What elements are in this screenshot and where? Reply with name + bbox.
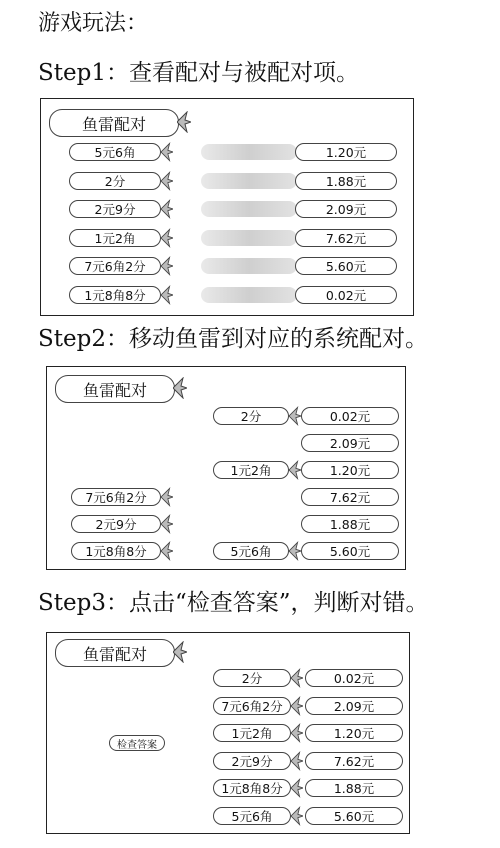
torpedo-fin-icon [161, 171, 173, 191]
panel-title-label: 鱼雷配对 [82, 380, 147, 400]
matched-torpedo-label: 2分 [240, 409, 262, 424]
target-slot [301, 461, 399, 479]
torpedo-track [201, 144, 297, 160]
torpedo-item-label: 2元9分 [95, 517, 137, 532]
torpedo-item[interactable] [69, 200, 161, 218]
torpedo-fin-icon [289, 406, 301, 426]
torpedo-item[interactable] [71, 515, 161, 533]
torpedo-fin-icon [291, 751, 303, 771]
target-slot [305, 724, 403, 742]
torpedo-track [201, 173, 297, 189]
torpedo-item[interactable] [69, 143, 161, 161]
matched-torpedo[interactable] [213, 752, 291, 770]
torpedo-track [201, 258, 297, 274]
matched-torpedo[interactable] [213, 807, 291, 825]
target-slot-label: 7.62元 [325, 230, 367, 246]
target-slot-label: 1.88元 [329, 517, 371, 532]
torpedo-fin-icon [177, 111, 191, 133]
check-answer-label: 检查答案 [117, 739, 157, 751]
target-slot-label: 1.88元 [325, 173, 367, 189]
matched-torpedo[interactable] [213, 669, 291, 687]
torpedo-item-label: 2元9分 [94, 202, 136, 217]
target-slot [305, 779, 403, 797]
matched-torpedo[interactable] [213, 461, 289, 479]
torpedo-fin-icon [291, 806, 303, 826]
target-slot-label: 7.62元 [333, 753, 375, 769]
target-slot-label: 2.09元 [329, 436, 371, 451]
matched-torpedo[interactable] [213, 697, 291, 715]
torpedo-fin-icon [173, 641, 187, 663]
target-slot [295, 143, 397, 161]
target-slot [295, 172, 397, 190]
target-slot-label: 0.02元 [333, 671, 375, 686]
torpedo-fin-icon [161, 256, 173, 276]
matched-torpedo[interactable] [213, 724, 291, 742]
matched-torpedo-label: 1元8角8分 [221, 781, 283, 797]
target-slot-label: 1.88元 [333, 781, 375, 797]
panel-title [55, 639, 175, 667]
torpedo-item[interactable] [69, 286, 161, 304]
torpedo-item-label: 7元6角2分 [84, 259, 146, 274]
torpedo-item-label: 1元8角8分 [85, 544, 147, 559]
target-slot [295, 200, 397, 218]
target-slot [305, 669, 403, 687]
torpedo-item-label: 7元6角2分 [85, 490, 147, 505]
step3-instruction: Step3：点击“检查答案”，判断对错。 [38, 590, 429, 616]
matched-torpedo[interactable] [213, 542, 289, 560]
check-answer-button[interactable] [109, 735, 165, 751]
target-slot [305, 697, 403, 715]
target-slot [301, 434, 399, 452]
target-slot-label: 7.62元 [329, 490, 371, 505]
target-slot [301, 542, 399, 560]
torpedo-fin-icon [161, 487, 173, 507]
page-heading: 游戏玩法： [38, 11, 149, 36]
panel-title [49, 109, 179, 137]
step2-instruction: Step2：移动鱼雷到对应的系统配对。 [38, 326, 428, 352]
matched-torpedo-label: 1元2角 [230, 463, 272, 478]
matched-torpedo-label: 5元6角 [231, 809, 273, 824]
step1-instruction: Step1：查看配对与被配对项。 [38, 60, 359, 86]
matched-torpedo-label: 2分 [241, 671, 263, 686]
panel-title-label: 鱼雷配对 [81, 114, 146, 134]
target-slot [301, 488, 399, 506]
target-slot [295, 229, 397, 247]
torpedo-fin-icon [173, 377, 187, 399]
torpedo-item-label: 2分 [104, 173, 126, 189]
matched-torpedo-label: 5元6角 [230, 544, 272, 559]
step2-panel [46, 366, 406, 570]
torpedo-fin-icon [161, 228, 173, 248]
step1-panel [40, 98, 414, 316]
torpedo-item[interactable] [69, 257, 161, 275]
torpedo-item[interactable] [71, 542, 161, 560]
target-slot [295, 286, 397, 304]
torpedo-fin-icon [161, 142, 173, 162]
target-slot [301, 515, 399, 533]
torpedo-fin-icon [161, 514, 173, 534]
torpedo-fin-icon [161, 285, 173, 305]
target-slot [305, 752, 403, 770]
target-slot-label: 2.09元 [325, 202, 367, 217]
target-slot-label: 1.20元 [329, 463, 371, 478]
torpedo-item[interactable] [69, 229, 161, 247]
torpedo-track [201, 287, 297, 303]
target-slot-label: 0.02元 [325, 287, 367, 303]
target-slot-label: 1.20元 [325, 145, 367, 160]
target-slot-label: 2.09元 [333, 698, 375, 714]
target-slot-label: 0.02元 [329, 409, 371, 424]
torpedo-fin-icon [291, 696, 303, 716]
target-slot [301, 407, 399, 425]
torpedo-item-label: 1元2角 [94, 230, 136, 246]
matched-torpedo-label: 7元6角2分 [221, 698, 283, 714]
torpedo-track [201, 201, 297, 217]
panel-title [55, 375, 175, 403]
torpedo-fin-icon [291, 668, 303, 688]
torpedo-track [201, 230, 297, 246]
target-slot-label: 5.60元 [329, 544, 371, 559]
torpedo-fin-icon [289, 541, 301, 561]
torpedo-item[interactable] [71, 488, 161, 506]
matched-torpedo-label: 1元2角 [231, 726, 273, 742]
matched-torpedo-label: 2元9分 [231, 753, 273, 769]
torpedo-fin-icon [291, 723, 303, 743]
target-slot-label: 1.20元 [333, 726, 375, 742]
matched-torpedo[interactable] [213, 779, 291, 797]
torpedo-fin-icon [289, 460, 301, 480]
target-slot [295, 257, 397, 275]
panel-title-label: 鱼雷配对 [82, 644, 147, 664]
torpedo-fin-icon [161, 541, 173, 561]
torpedo-fin-icon [161, 199, 173, 219]
torpedo-fin-icon [291, 778, 303, 798]
step3-panel [46, 632, 410, 834]
target-slot-label: 5.60元 [333, 809, 375, 824]
matched-torpedo[interactable] [213, 407, 289, 425]
torpedo-item-label: 1元8角8分 [84, 287, 146, 303]
target-slot-label: 5.60元 [325, 259, 367, 274]
target-slot [305, 807, 403, 825]
torpedo-item[interactable] [69, 172, 161, 190]
torpedo-item-label: 5元6角 [94, 145, 136, 160]
